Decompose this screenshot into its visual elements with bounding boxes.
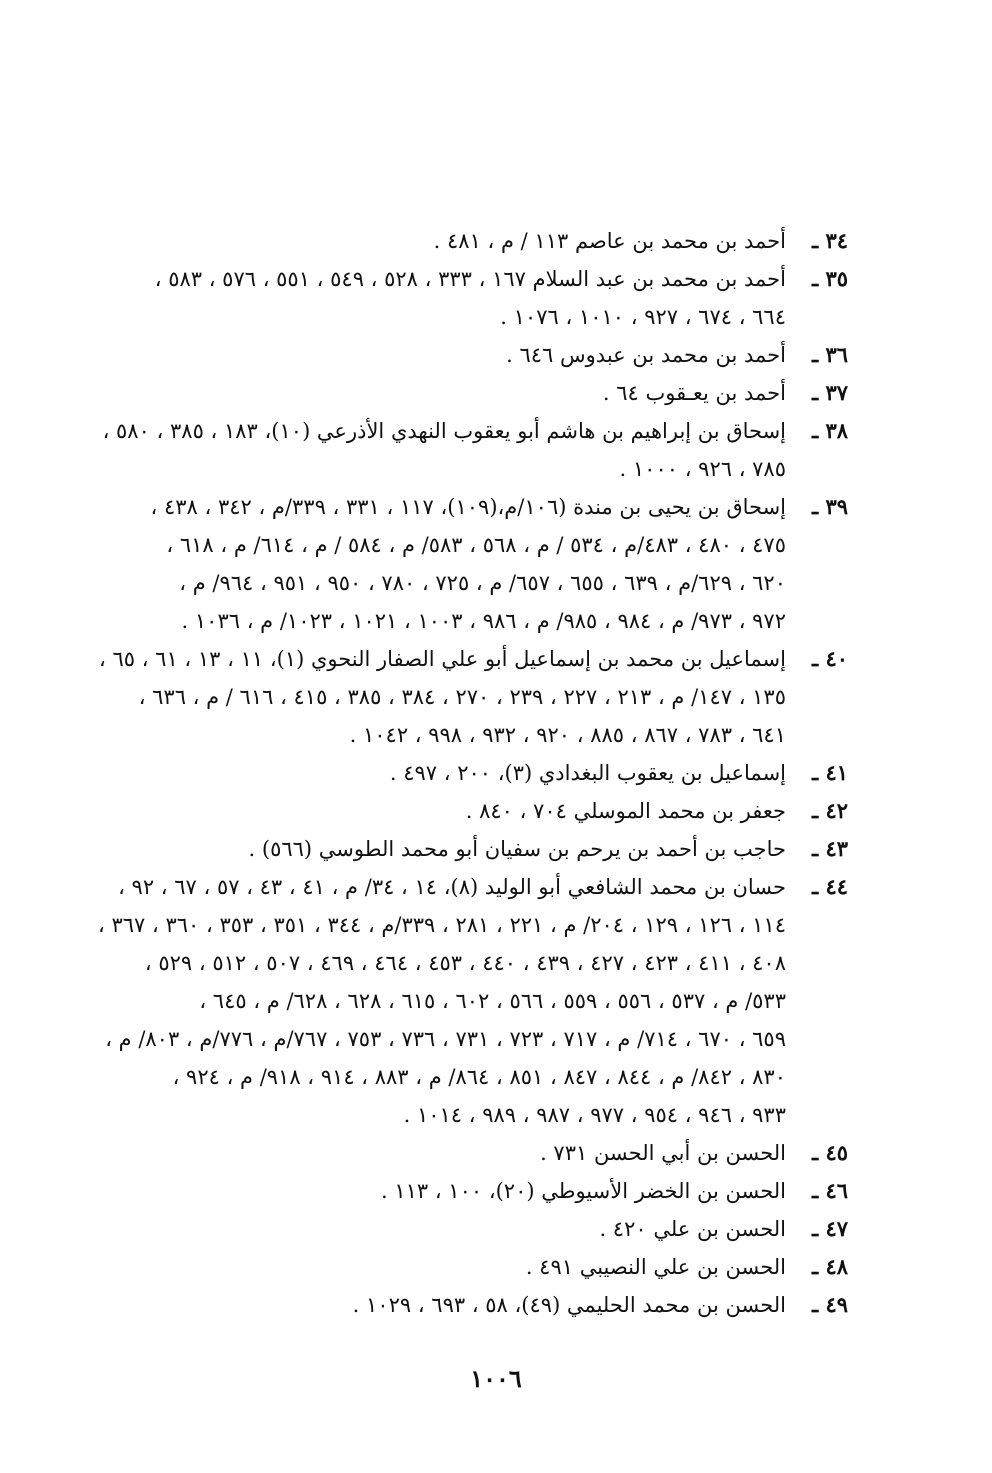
- entry-49: [88, 1286, 848, 1324]
- entry-continuation: ٩٧٢ ، ٩٧٣/ م ، ٩٨٤ ، ٩٨٥/ م ، ٩٨٦ ، ١٠٠٣ ، ١٠٢١ ، ١٠٢٣/ م ، ١٠٣٦ .: [181, 609, 786, 633]
- entry-number: ٤٢ ـ: [811, 798, 848, 823]
- entry-number: ٣٨ ـ: [811, 418, 848, 443]
- entry-36: [88, 336, 848, 374]
- entry-continuation: ٦٥٩ ، ٦٧٠ ، ٧١٤/ م ، ٧١٧ ، ٧٢٣ ، ٧٣١ ، ٧٣٦ ، ٧٥٣ ، ٧٦٧/م ، ٧٧٦/م ، ٨٠٣/ م ،: [105, 1027, 786, 1051]
- entry-number: ٣٩ ـ: [811, 494, 848, 519]
- entry-48: [88, 1248, 848, 1286]
- entry-number: ٤٦ ـ: [811, 1178, 848, 1203]
- entry-number: ٣٤ ـ: [811, 228, 848, 253]
- entry-46: [88, 1172, 848, 1210]
- entry-text: حسان بن محمد الشافعي أبو الوليد (٨)، ١٤ ، ٣٤/ م ، ٤١ ، ٤٣ ، ٥٧ ، ٦٧ ، ٩٢ ،: [118, 875, 786, 899]
- entry-continuation: ٦٤١ ، ٧٨٣ ، ٨٦٧ ، ٨٨٥ ، ٩٢٠ ، ٩٣٢ ، ٩٩٨ ، ١٠٤٢ .: [349, 723, 786, 747]
- entry-text: الحسن بن علي ٤٢٠ .: [599, 1217, 786, 1241]
- entry-35: [88, 260, 848, 336]
- entry-number: ٤١ ـ: [811, 760, 848, 785]
- entry-text: إسحاق بن إبراهيم بن هاشم أبو يعقوب النهدي الأذرعي (١٠)، ١٨٣ ، ٣٨٥ ، ٥٨٠ ،: [102, 419, 786, 443]
- entry-text: أحمد بن محمد بن عبدوس ٦٤٦ .: [506, 343, 786, 367]
- entry-continuation: ٨٣٠ ، ٨٤٢/ م ، ٨٤٤ ، ٨٤٧ ، ٨٥١ ، ٨٦٤/ م ، ٨٨٣ ، ٩١٤ ، ٩١٨/ م ، ٩٢٤ ،: [172, 1065, 786, 1089]
- entry-number: ٣٥ ـ: [811, 266, 848, 291]
- entry-number: ٣٦ ـ: [811, 342, 848, 367]
- entry-text: إسماعيل بن محمد بن إسماعيل أبو علي الصفار النحوي (١)، ١١ ، ١٣ ، ٦١ ، ٦٥ ،: [99, 647, 786, 671]
- entry-44: [88, 868, 848, 1134]
- entry-text: الحسن بن محمد الحليمي (٤٩)، ٥٨ ، ٦٩٣ ، ١٠٢٩ .: [352, 1293, 786, 1317]
- entry-continuation: ٦٦٤ ، ٦٧٤ ، ٩٢٧ ، ١٠١٠ ، ١٠٧٦ .: [500, 305, 786, 329]
- entry-42: [88, 792, 848, 830]
- entry-continuation: ٤٠٨ ، ٤١١ ، ٤٢٣ ، ٤٢٧ ، ٤٣٩ ، ٤٤٠ ، ٤٥٣ ، ٤٦٤ ، ٤٦٩ ، ٥٠٧ ، ٥١٢ ، ٥٢٩ ،: [144, 951, 786, 975]
- entry-text: الحسن بن علي النصيبي ٤٩١ .: [525, 1255, 786, 1279]
- entry-continuation: ٤٧٥ ، ٤٨٠ ، ٤٨٣/م ، ٥٣٤ / م ، ٥٦٨ ، ٥٨٣/ م ، ٥٨٤ / م ، ٦١٤/ م ، ٦١٨ ،: [166, 533, 786, 557]
- entry-number: ٤٠ ـ: [811, 646, 848, 671]
- entry-number: ٤٤ ـ: [811, 874, 848, 899]
- entry-text: حاجب بن أحمد بن يرحم بن سفيان أبو محمد الطوسي (٥٦٦) .: [248, 837, 786, 861]
- entry-43: [88, 830, 848, 868]
- entry-continuation: ٥٣٣/ م ، ٥٣٧ ، ٥٥٦ ، ٥٥٩ ، ٥٦٦ ، ٦٠٢ ، ٦١٥ ، ٦٢٨ ، ٦٢٨/ م ، ٦٤٥ ،: [199, 989, 786, 1013]
- entry-text: جعفر بن محمد الموسلي ٧٠٤ ، ٨٤٠ .: [465, 799, 786, 823]
- entry-text: إسحاق بن يحيى بن مندة (١٠٦/م،(١٠٩)، ١١٧ ، ٣٣١ ، ٣٣٩/م ، ٣٤٢ ، ٤٣٨ ،: [150, 495, 786, 519]
- entry-41: [88, 754, 848, 792]
- entry-40: [88, 640, 848, 754]
- entry-continuation: ١١٤ ، ١٢٦ ، ١٢٩ ، ٢٠٤/ م ، ٢٢١ ، ٢٨١ ، ٣٣٩/م ، ٣٤٤ ، ٣٥١ ، ٣٥٣ ، ٣٦٠ ، ٣٦٧ ،: [98, 913, 786, 937]
- entry-number: ٤٧ ـ: [811, 1216, 848, 1241]
- entry-continuation: ٦٢٠ ، ٦٢٩/م ، ٦٣٩ ، ٦٥٥ ، ٦٥٧/ م ، ٧٢٥ ، ٧٨٠ ، ٩٥٠ ، ٩٥١ ، ٩٦٤/ م ،: [179, 571, 786, 595]
- entry-text: أحمد بن يعـقوب ٦٤ .: [602, 381, 786, 405]
- entry-number: ٤٣ ـ: [811, 836, 848, 861]
- entry-continuation: ١٣٥ ، ١٤٧/ م ، ٢١٣ ، ٢٢٧ ، ٢٣٩ ، ٢٧٠ ، ٣٨٤ ، ٣٨٥ ، ٤١٥ ، ٦١٦ / م ، ٦٣٦ ،: [138, 685, 786, 709]
- entry-number: ٤٨ ـ: [811, 1254, 848, 1279]
- entry-47: [88, 1210, 848, 1248]
- entry-text: أحمد بن محمد بن عبد السلام ١٦٧ ، ٣٣٣ ، ٥٢٨ ، ٥٤٩ ، ٥٥١ ، ٥٧٦ ، ٥٨٣ ،: [154, 267, 786, 291]
- entry-45: [88, 1134, 848, 1172]
- entry-text: الحسن بن الخضر الأسيوطي (٢٠)، ١٠٠ ، ١١٣ .: [380, 1179, 786, 1203]
- entry-37: [88, 374, 848, 412]
- entry-38: [88, 412, 848, 488]
- entry-text: أحمد بن محمد بن عاصم ١١٣ / م ، ٤٨١ .: [433, 229, 786, 253]
- entry-text: إسماعيل بن يعقوب البغدادي (٣)، ٢٠٠ ، ٤٩٧ .: [389, 761, 786, 785]
- entry-number: ٤٩ ـ: [811, 1292, 848, 1317]
- page-number: ١٠٠٦: [470, 1364, 522, 1393]
- entry-34: [88, 222, 848, 260]
- entry-number: ٤٥ ـ: [811, 1140, 848, 1165]
- entry-continuation: ٧٨٥ ، ٩٢٦ ، ١٠٠٠ .: [619, 457, 786, 481]
- entry-continuation: ٩٣٣ ، ٩٤٦ ، ٩٥٤ ، ٩٧٧ ، ٩٨٧ ، ٩٨٩ ، ١٠١٤ .: [403, 1103, 786, 1127]
- index-entries: [88, 222, 848, 1324]
- entry-text: الحسن بن أبي الحسن ٧٣١ .: [540, 1141, 786, 1165]
- entry-39: [88, 488, 848, 640]
- entry-number: ٣٧ ـ: [811, 380, 848, 405]
